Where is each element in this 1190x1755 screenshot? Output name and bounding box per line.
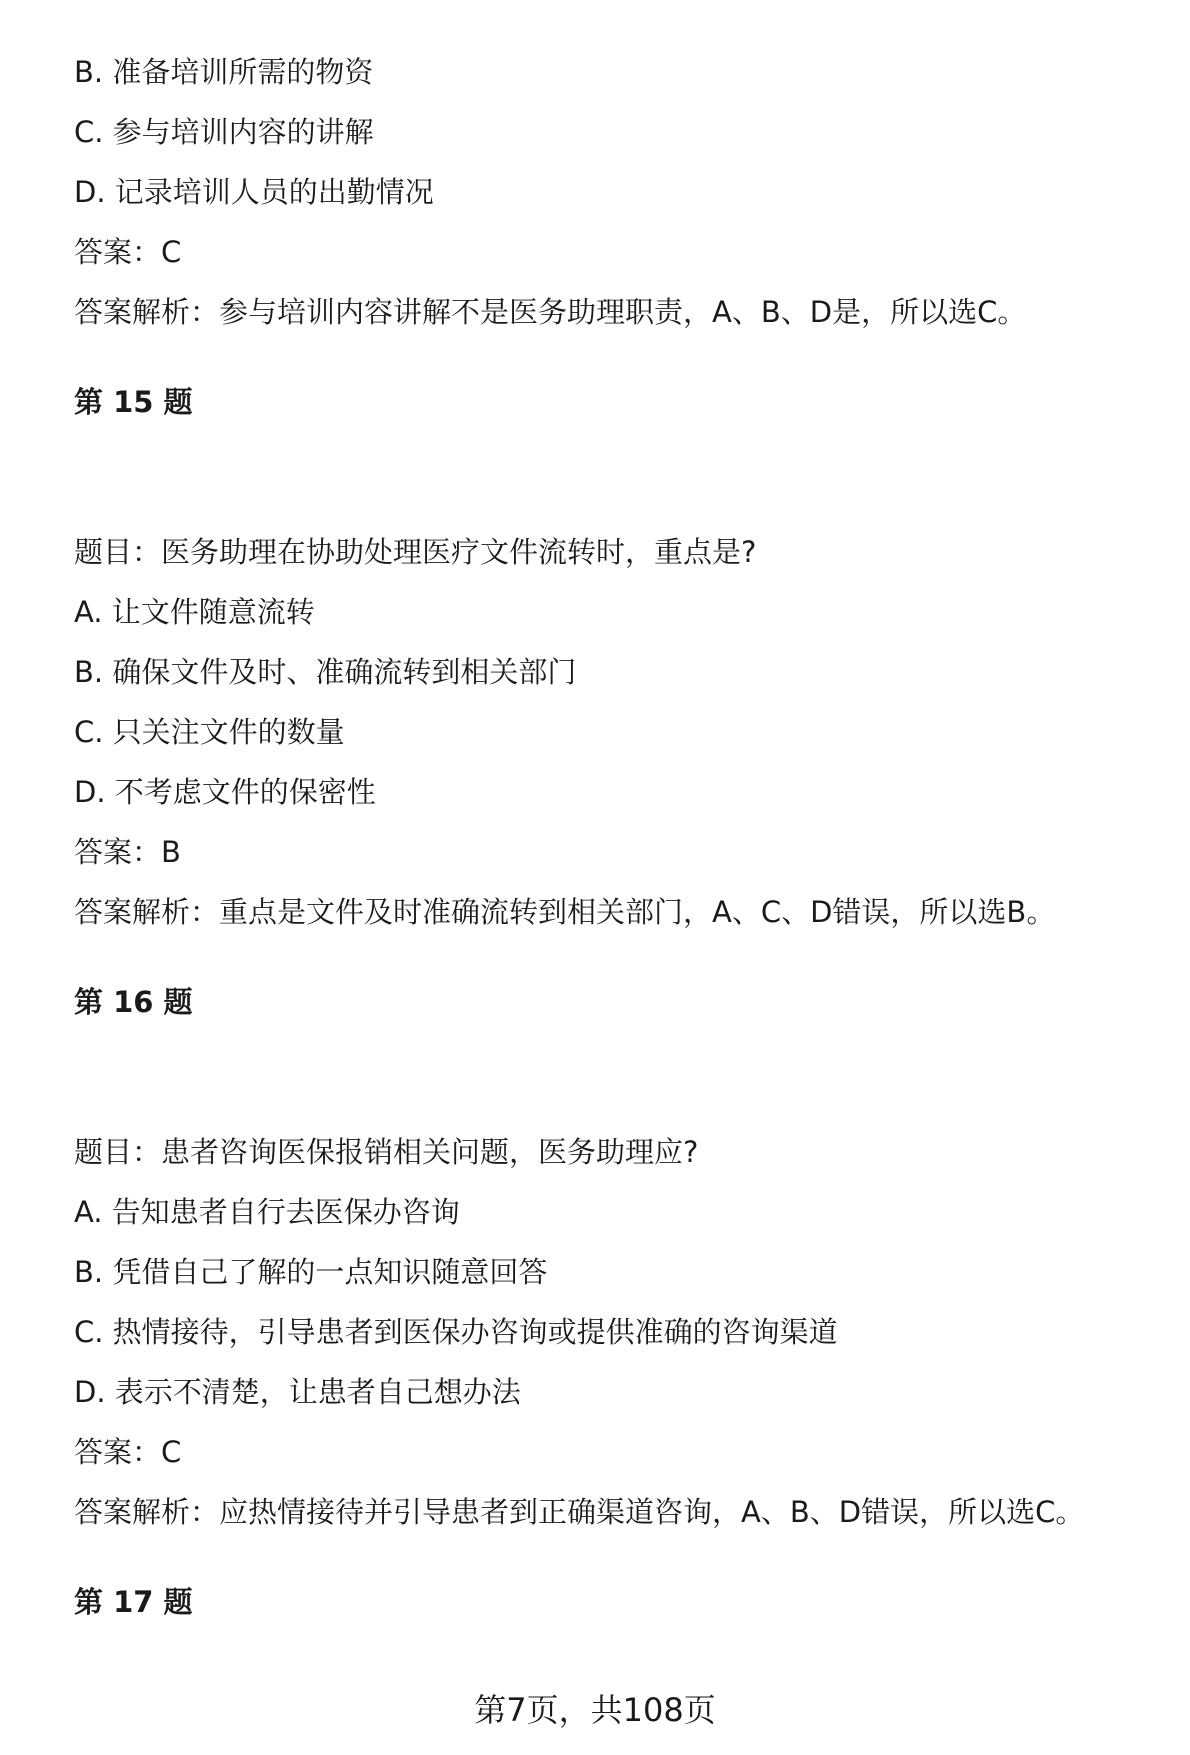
q15-question: 题目：医务助理在协助处理医疗文件流转时，重点是? [74,535,757,569]
q14-answer: 答案：C [74,235,182,269]
q16-answer: 答案：C [74,1435,182,1469]
q14-option-c: C. 参与培训内容的讲解 [74,115,374,149]
q16-heading: 第 16 题 [74,985,193,1019]
q15-option-a: A. 让文件随意流转 [74,595,315,629]
q16-option-c: C. 热情接待，引导患者到医保办咨询或提供准确的咨询渠道 [74,1315,838,1349]
q15-option-c: C. 只关注文件的数量 [74,715,345,749]
page-footer: 第7页，共108页 [474,1691,716,1729]
q16-option-d: D. 表示不清楚，让患者自己想办法 [74,1375,521,1409]
q15-heading: 第 15 题 [74,385,193,419]
q14-option-d: D. 记录培训人员的出勤情况 [74,175,434,209]
q15-explanation: 答案解析：重点是文件及时准确流转到相关部门，A、C、D错误，所以选B。 [74,895,1056,929]
q15-option-d: D. 不考虑文件的保密性 [74,775,376,809]
q16-question: 题目：患者咨询医保报销相关问题，医务助理应? [74,1135,699,1169]
q16-option-a: A. 告知患者自行去医保办咨询 [74,1195,460,1229]
q14-explanation: 答案解析：参与培训内容讲解不是医务助理职责，A、B、D是，所以选C。 [74,295,1027,329]
q15-option-b: B. 确保文件及时、准确流转到相关部门 [74,655,577,689]
q15-answer: 答案：B [74,835,181,869]
q17-heading: 第 17 题 [74,1585,193,1619]
q16-option-b: B. 凭借自己了解的一点知识随意回答 [74,1255,548,1289]
q14-option-b: B. 准备培训所需的物资 [74,55,374,89]
q16-explanation: 答案解析：应热情接待并引导患者到正确渠道咨询，A、B、D错误，所以选C。 [74,1495,1085,1529]
